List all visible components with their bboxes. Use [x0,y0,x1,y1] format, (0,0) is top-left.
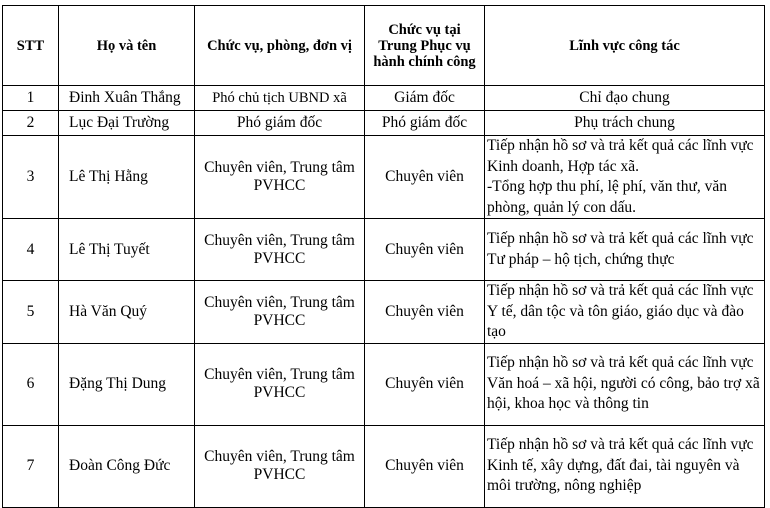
table-row [3,281,765,344]
header-center-position: Chức vụ tại Trung Phục vụ hành chính công [365,6,485,86]
cell-field: Tiếp nhận hồ sơ và trả kết quả các lĩnh vực Kinh tế, xây dựng, đất đai, tài nguyên và môi trường, nông nghiệp [485,425,765,507]
cell-name: Hà Văn Quý [59,281,195,344]
cell-name: Đặng Thị Dung [59,343,195,425]
table-row [3,136,765,219]
cell-stt: 2 [3,111,59,136]
cell-stt: 4 [3,219,59,281]
cell-stt: 1 [3,86,59,111]
table-row [3,343,765,425]
cell-stt: 7 [3,425,59,507]
cell-center-position: Giám đốc [365,86,485,111]
cell-name: Lê Thị Hằng [59,136,195,219]
table-row [3,219,765,281]
cell-name: Đinh Xuân Thắng [59,86,195,111]
cell-center-position: Chuyên viên [365,136,485,219]
cell-position: Phó giám đốc [195,111,365,136]
cell-name: Đoàn Công Đức [59,425,195,507]
header-stt: STT [3,6,59,86]
cell-position: Chuyên viên, Trung tâm PVHCC [195,136,365,219]
cell-name: Lê Thị Tuyết [59,219,195,281]
cell-name: Lục Đại Trường [59,111,195,136]
cell-position: Chuyên viên, Trung tâm PVHCC [195,343,365,425]
cell-center-position: Chuyên viên [365,281,485,344]
table-row [3,111,765,136]
cell-center-position: Chuyên viên [365,343,485,425]
cell-center-position: Chuyên viên [365,425,485,507]
cell-position: Phó chủ tịch UBND xã [195,86,365,111]
header-field: Lĩnh vực công tác [485,6,765,86]
cell-position: Chuyên viên, Trung tâm PVHCC [195,425,365,507]
cell-stt: 3 [3,136,59,219]
table-header-row [3,6,765,86]
cell-field: Tiếp nhận hồ sơ và trả kết quả các lĩnh vực Văn hoá – xã hội, người có công, bảo trợ xã hội, khoa học và thông tin [485,343,765,425]
cell-stt: 5 [3,281,59,344]
cell-center-position: Chuyên viên [365,219,485,281]
cell-field: Phụ trách chung [485,111,765,136]
cell-field: Tiếp nhận hồ sơ và trả kết quả các lĩnh vực Y tế, dân tộc và tôn giáo, giáo dục và đào tạo [485,281,765,344]
cell-field: Chỉ đạo chung [485,86,765,111]
table-row [3,425,765,507]
header-name: Họ và tên [59,6,195,86]
table-row [3,86,765,111]
header-position: Chức vụ, phòng, đơn vị [195,6,365,86]
staff-table [2,5,765,508]
cell-field: Tiếp nhận hồ sơ và trả kết quả các lĩnh vực Kinh doanh, Hợp tác xã. -Tổng hợp thu phí, lệ phí, văn thư, văn phòng, quản lý con dấu. [485,136,765,219]
cell-position: Chuyên viên, Trung tâm PVHCC [195,219,365,281]
cell-center-position: Phó giám đốc [365,111,485,136]
cell-stt: 6 [3,343,59,425]
cell-position: Chuyên viên, Trung tâm PVHCC [195,281,365,344]
cell-field: Tiếp nhận hồ sơ và trả kết quả các lĩnh vực Tư pháp – hộ tịch, chứng thực [485,219,765,281]
